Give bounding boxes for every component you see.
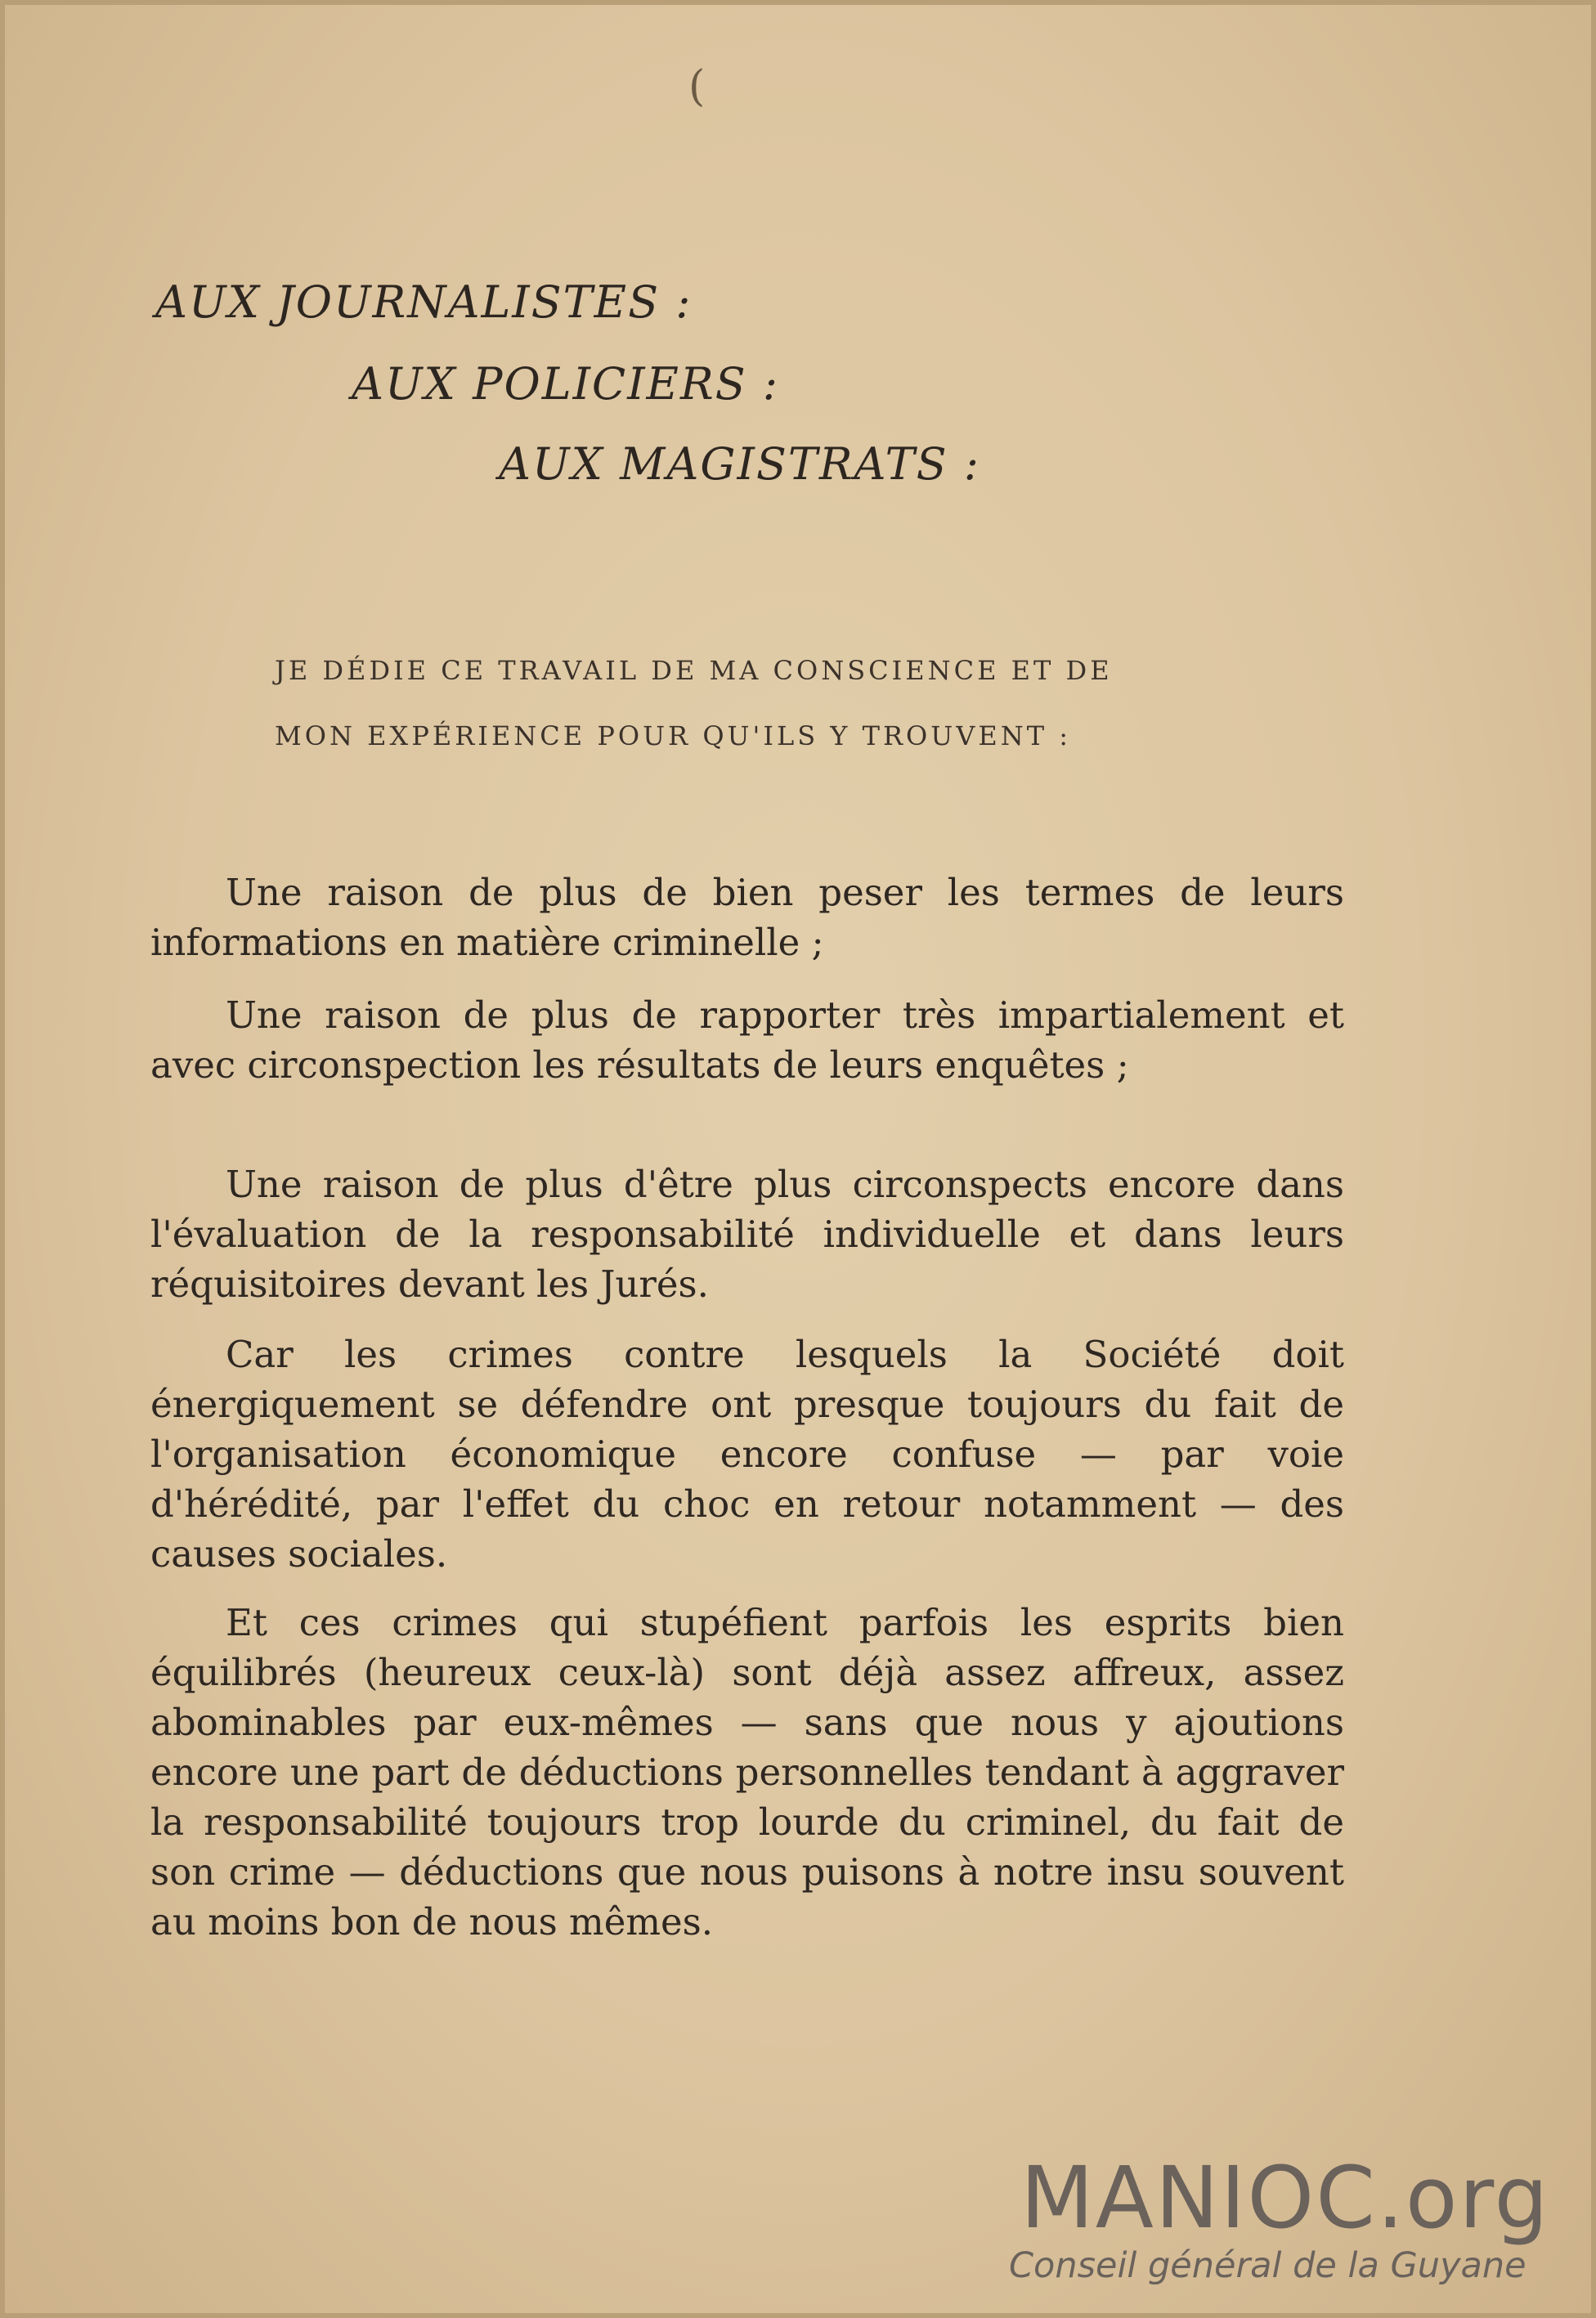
manioc-subtitle: Conseil général de la Guyane: [1009, 2245, 1527, 2286]
dedication-line-1: JE DÉDIE CE TRAVAIL DE MA CONSCIENCE ET DE: [275, 655, 1113, 686]
heading-magistrats: AUX MAGISTRATS :: [499, 438, 980, 490]
manioc-logo: MANIOC.org: [1020, 2148, 1550, 2248]
paragraph-5: Et ces crimes qui stupéfient parfois les esprits bien équilibrés (heureux ceux-là) sont déjà assez affreux, assez abominables par eux-mêmes — sans que nous y ajoutions encore une part de déductions personnelles tendant à aggraver la responsabilité toujours trop lourde du criminel, du fait de son crime — déductions que nous puisons à notre insu souvent au moins bon de nous mêmes.: [150, 1601, 1344, 1944]
paragraph-2: Une raison de plus de rapporter très impartialement et avec circonspection les résultats de leurs enquêtes ;: [150, 993, 1344, 1087]
page-mark: (: [688, 62, 706, 111]
paragraph-4: Car les crimes contre lesquels la Société doit énergiquement se défendre ont presque toujours du fait de l'organisation économique encore confuse — par voie d'hérédité, par l'effet du choc en retour notamment — des causes sociales.: [150, 1333, 1344, 1576]
dedication-line-2: MON EXPÉRIENCE POUR QU'ILS Y TROUVENT :: [275, 720, 1071, 751]
paragraph-3: Une raison de plus d'être plus circonspects encore dans l'évaluation de la responsabilité individuelle et dans leurs réquisitoires devant les Jurés.: [150, 1163, 1344, 1306]
heading-journalistes: AUX JOURNALISTES :: [155, 276, 693, 328]
paragraph-1: Une raison de plus de bien peser les termes de leurs informations en matière criminelle ;: [150, 871, 1344, 964]
heading-policiers: AUX POLICIERS :: [352, 358, 779, 410]
